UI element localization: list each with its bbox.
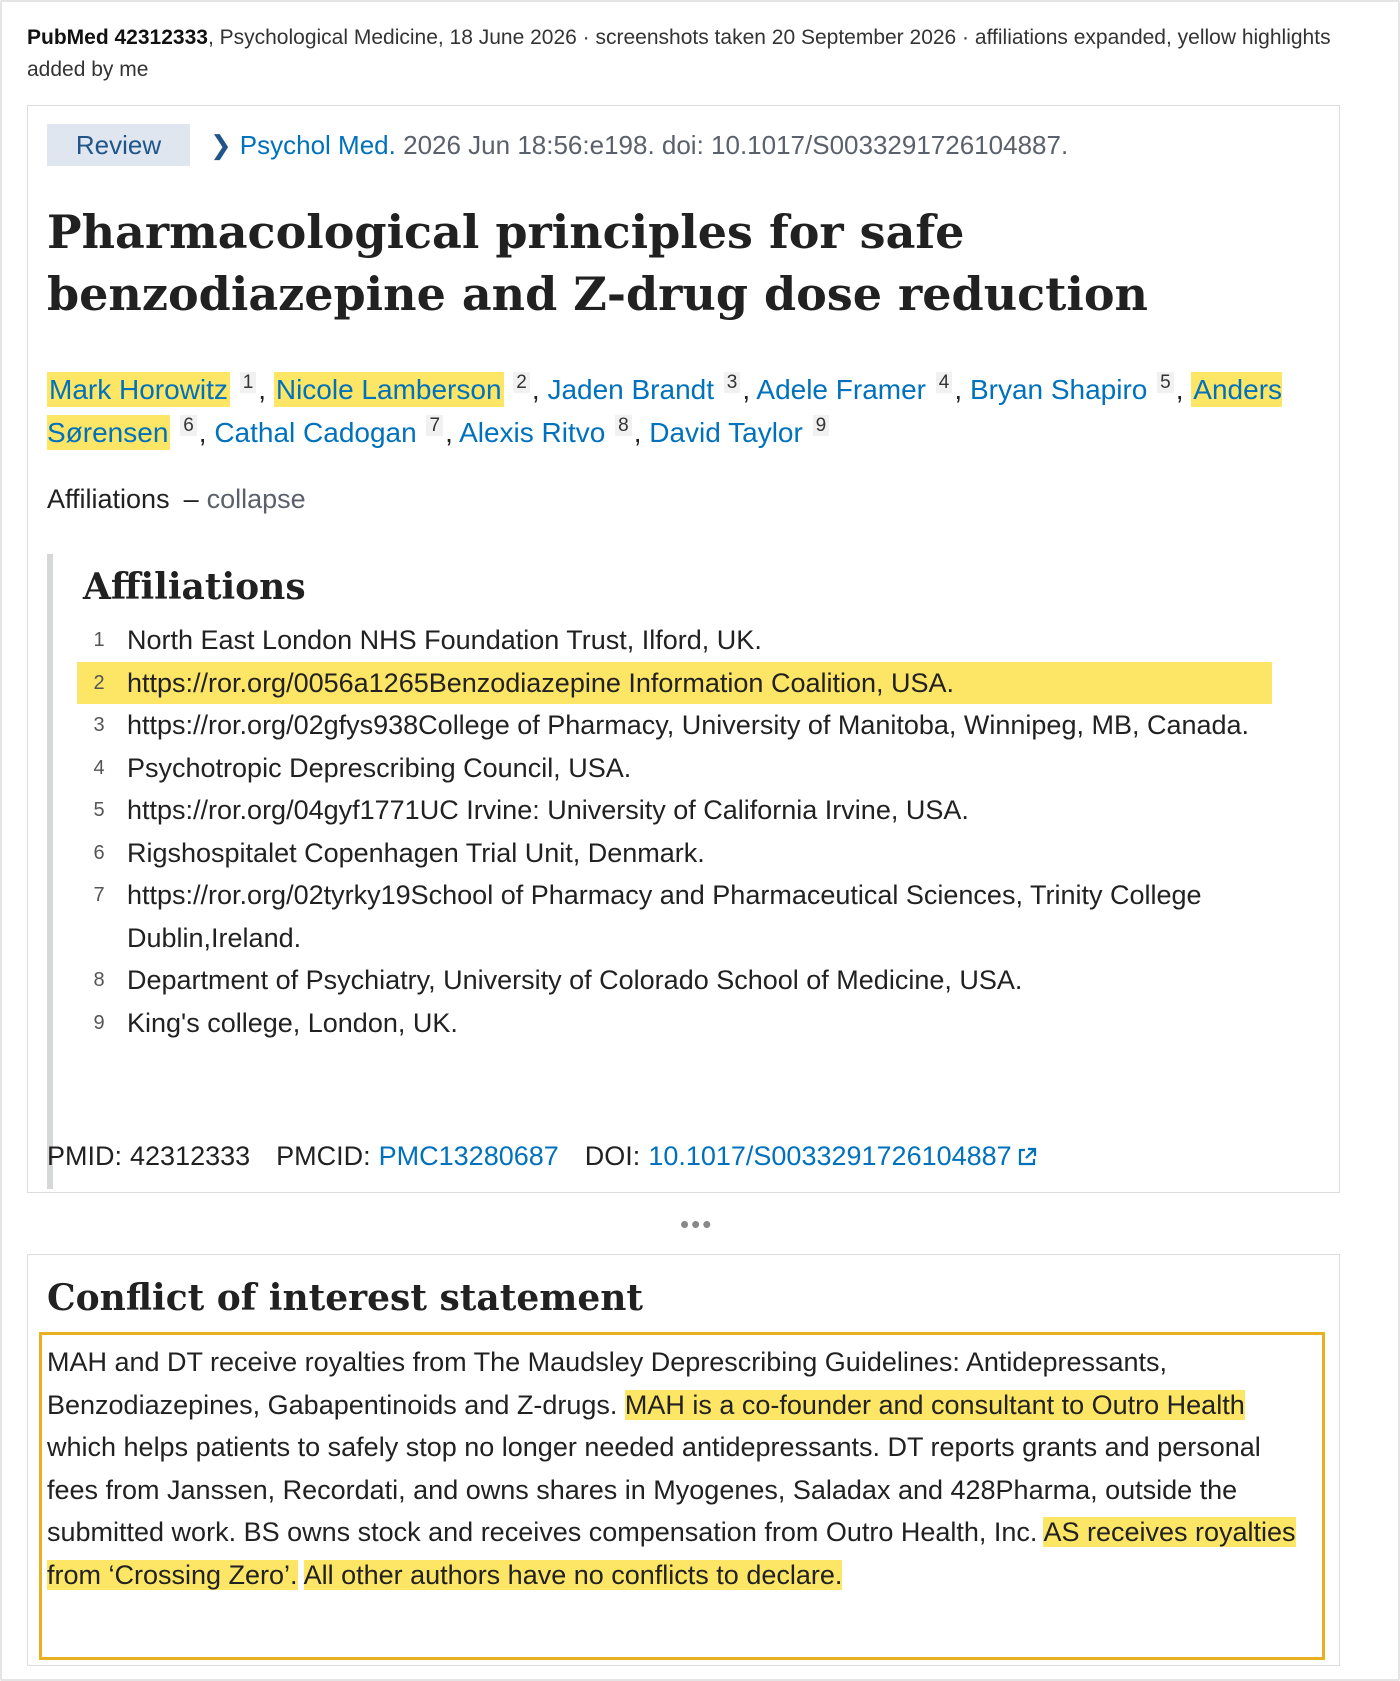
publication-type-badge[interactable]: Review — [47, 124, 190, 166]
author-affiliation-number[interactable]: 8 — [615, 415, 632, 436]
author-affiliation-number[interactable]: 4 — [936, 372, 953, 393]
affiliation-text: Rigshospitalet Copenhagen Trial Unit, Denmark. — [127, 837, 705, 868]
affiliation-number: 1 — [93, 629, 105, 651]
collapse-link[interactable]: collapse — [206, 484, 306, 514]
affiliation-number: 4 — [93, 756, 105, 779]
author-affiliation-number[interactable]: 7 — [426, 415, 443, 436]
affiliations-heading: Affiliations — [83, 566, 306, 608]
authors-list: Mark Horowitz 1 , Nicole Lamberson 2 , Jaden Brandt 3 , Adele Framer 4 , Bryan Shapiro 5 , Anders Sørensen 6 , Cathal Cadogan 7 , Alexis Ritvo 8 , David Taylor 9 — [47, 372, 1283, 448]
author-link[interactable]: Jaden Brandt — [547, 374, 715, 405]
author-link[interactable]: Cathal Cadogan — [214, 417, 417, 448]
affiliation-item — [77, 874, 1272, 959]
identifiers-line — [47, 1134, 1038, 1181]
coi-highlighted-segment: All other authors have no conflicts to declare. — [303, 1559, 843, 1590]
author-affiliation-number[interactable]: 3 — [724, 372, 741, 393]
article-card — [27, 105, 1340, 1193]
affiliation-item — [77, 789, 1272, 832]
affiliations-list — [77, 619, 1272, 1044]
author-affiliation-number[interactable]: 6 — [180, 415, 197, 436]
affiliations-toggle[interactable] — [47, 479, 306, 519]
citation-details: 2026 Jun 18:56:e198. doi: 10.1017/S0033291726104887. — [403, 130, 1069, 160]
pmid-label: PMID: — [47, 1141, 123, 1171]
affiliation-item — [77, 704, 1272, 747]
affiliation-text: https://ror.org/04gyf1771UC Irvine: University of California Irvine, USA. — [127, 795, 969, 825]
coi-segment: which helps patients to safely stop no longer needed antidepressants. DT reports grants and personal fees from Janssen, Recordati, and owns shares in Myogenes, Saladax and 428Pharma, outside the submitted work. BS owns stock and receives compensation from Outro Health, Inc. — [47, 1432, 1261, 1547]
coi-segment: MAH and DT receive royalties from The Maudsley Deprescribing Guidelines: Antidepressants, Benzodiazepines, Gabapentinoids and Z-drugs. — [47, 1347, 1168, 1420]
chevron-right-icon[interactable]: ❯ — [210, 130, 232, 160]
caption-text: , Psychological Medicine, 18 June 2026 · screenshots taken 20 September 2026 · affiliations expanded, yellow highlights added by me — [27, 26, 1331, 81]
caption-bold: PubMed 42312333 — [27, 26, 208, 49]
doi-link[interactable]: 10.1017/S0033291726104887 — [648, 1141, 1012, 1171]
coi-highlighted-segment: MAH is a co-founder and consultant to Outro Health — [624, 1389, 1245, 1420]
affiliation-number: 2 — [93, 671, 105, 694]
affiliation-text: North East London NHS Foundation Trust, Ilford, UK. — [127, 625, 762, 655]
affiliation-number: 9 — [93, 1011, 105, 1034]
affiliations-toggle-label: Affiliations — [47, 484, 170, 514]
author-link[interactable]: Bryan Shapiro — [969, 374, 1148, 405]
article-title: Pharmacological principles for safe benzodiazepine and Z-drug dose reduction — [47, 205, 1148, 321]
author-link[interactable]: Alexis Ritvo — [459, 417, 606, 448]
coi-heading: Conflict of interest statement — [47, 1277, 644, 1319]
author-link[interactable]: Adele Framer — [756, 374, 927, 405]
affiliation-text: https://ror.org/02gfys938College of Pharmacy, University of Manitoba, Winnipeg, MB, Canada. — [127, 710, 1250, 740]
author-link[interactable]: Nicole Lamberson — [275, 374, 502, 405]
affiliation-item — [77, 747, 1272, 790]
citation-line — [210, 124, 1068, 166]
doi-label: DOI: — [584, 1141, 641, 1171]
coi-highlighted-segment: AS receives royalties from ‘Crossing Zero’. — [47, 1517, 1296, 1590]
affiliation-item — [77, 662, 1272, 705]
affiliation-number: 8 — [93, 969, 105, 991]
external-link-icon[interactable] — [1016, 1137, 1038, 1181]
affiliation-number: 3 — [93, 714, 105, 736]
pmcid-link[interactable]: PMC13280687 — [378, 1141, 559, 1171]
affiliation-text: Psychotropic Deprescribing Council, USA. — [127, 752, 632, 783]
affiliation-number: 5 — [93, 799, 105, 821]
affiliation-text: https://ror.org/02tyrky19School of Pharmacy and Pharmaceutical Sciences, Trinity College Dublin,Ireland. — [127, 880, 1202, 953]
author-affiliation-number[interactable]: 1 — [240, 372, 257, 393]
author-affiliation-number[interactable]: 5 — [1157, 372, 1174, 393]
ellipsis-separator: ••• — [680, 1209, 714, 1239]
affiliations-panel — [47, 554, 1313, 1189]
affiliation-item — [77, 832, 1272, 875]
affiliation-item — [77, 959, 1272, 1002]
affiliation-text: https://ror.org/0056a1265Benzodiazepine Information Coalition, USA. — [127, 667, 955, 698]
caption — [27, 22, 1367, 86]
author-link[interactable]: Mark Horowitz — [49, 374, 228, 405]
pmid-value: 42312333 — [130, 1141, 251, 1171]
coi-highlight-box — [39, 1332, 1325, 1660]
coi-segment — [298, 1560, 304, 1590]
author-link[interactable]: David Taylor — [649, 417, 803, 448]
affiliation-text: King's college, London, UK. — [127, 1007, 458, 1038]
collapse-dash: – — [183, 484, 199, 514]
author-affiliation-number[interactable]: 9 — [813, 415, 830, 436]
affiliation-item — [77, 619, 1272, 662]
author-affiliation-number[interactable]: 2 — [513, 372, 530, 393]
affiliation-number: 6 — [93, 841, 105, 864]
coi-card — [27, 1254, 1340, 1666]
affiliation-number: 7 — [93, 884, 105, 906]
author-link[interactable]: Anders Sørensen — [47, 374, 1283, 448]
coi-text — [47, 1341, 1317, 1596]
journal-link[interactable]: Psychol Med. — [239, 130, 396, 160]
affiliation-item — [77, 1002, 1272, 1045]
affiliation-text: Department of Psychiatry, University of Colorado School of Medicine, USA. — [127, 965, 1023, 995]
pmcid-label: PMCID: — [276, 1141, 371, 1171]
